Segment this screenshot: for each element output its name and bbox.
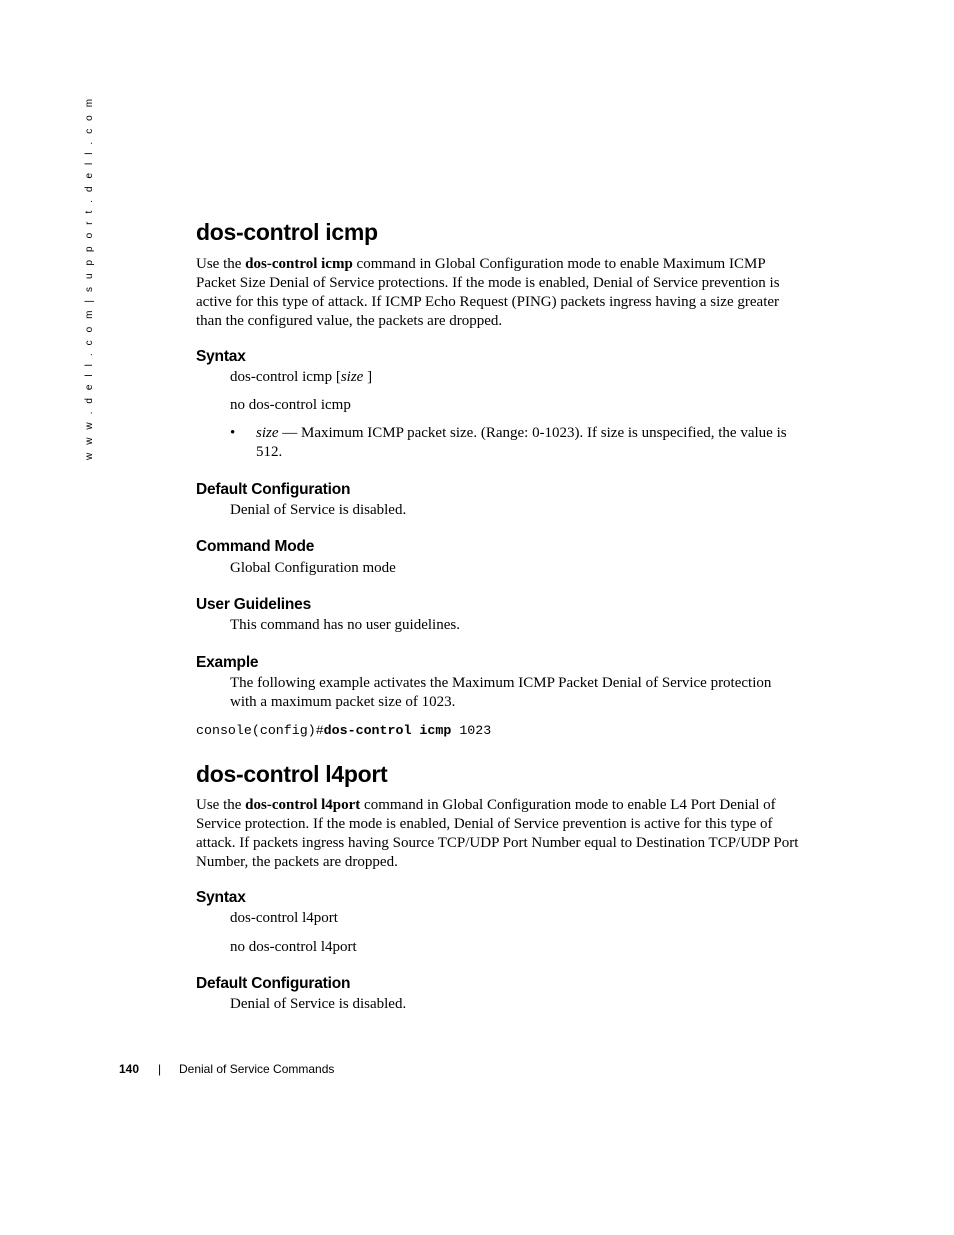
syntax-heading: Syntax [196,348,246,365]
intro-command: dos-control l4port [245,797,361,813]
intro-post: command in Global Configuration mode to enable Maximum ICMP Packet Size Denial of Service protections. If the mode is enabled, Denial of Service prevention is active for this type of attack. If ICMP Echo Request (PING) packets ingress having a size greater than the configured value, the packets are dropped. [196,256,780,329]
parameter-name: size [256,425,279,441]
default-config-text-l4port: Denial of Service is disabled. [230,996,407,1012]
syntax-line-1-l4port: dos-control l4port [230,910,338,926]
intro-command: dos-control icmp [245,256,353,272]
bullet-dot: • [230,425,236,441]
syntax-post: ] [363,369,373,385]
default-config-text: Denial of Service is disabled. [230,502,407,518]
default-config-heading-l4port: Default Configuration [196,975,351,992]
code-prompt: console(config)# [196,723,324,738]
syntax-line-1 [230,368,810,387]
intro-post: command in Global Configuration mode to enable L4 Port Denial of Service protection. If the mode is enabled, Denial of Service prevention is active for this type of attack. If packets ingress having Source TCP/UDP Port Number equal to Destination TCP/UDP Port Number, the packets are dropped. [196,797,799,870]
code-command: dos-control icmp [323,723,452,738]
code-argument: 1023 [451,723,492,738]
syntax-line-2-l4port: no dos-control l4port [230,939,357,955]
syntax-pre: dos-control icmp [ [230,369,341,385]
command-mode-heading: Command Mode [196,538,315,555]
footer-section-name: Denial of Service Commands [179,1062,335,1076]
section-title-l4port: dos-control l4port [196,761,388,787]
section-title-icmp: dos-control icmp [196,219,378,245]
syntax-line-2: no dos-control icmp [230,397,351,413]
footer-separator: | [158,1062,162,1076]
parameter-description [256,424,812,462]
parameter-text: — Maximum ICMP packet size. (Range: 0-1023). If size is unspecified, the value is 512. [256,425,787,460]
page-number: 140 [119,1062,140,1076]
default-config-heading: Default Configuration [196,481,351,498]
syntax-heading-l4port: Syntax [196,889,246,906]
intro-pre: Use the [196,256,246,272]
intro-paragraph-l4port [196,796,808,872]
example-text: The following example activates the Maximum ICMP Packet Denial of Service protection with a maximum packet size of 1023. [230,675,772,710]
syntax-arg: size [340,369,364,385]
command-mode-text: Global Configuration mode [230,560,396,576]
user-guidelines-heading: User Guidelines [196,596,312,613]
intro-pre: Use the [196,797,246,813]
side-url-text: w w w . d e l l . c o m | s u p p o r t . d e l l . c o m [84,96,95,460]
example-heading: Example [196,654,259,671]
intro-paragraph-icmp [196,255,808,331]
user-guidelines-text: This command has no user guidelines. [230,617,460,633]
example-code [196,724,491,737]
